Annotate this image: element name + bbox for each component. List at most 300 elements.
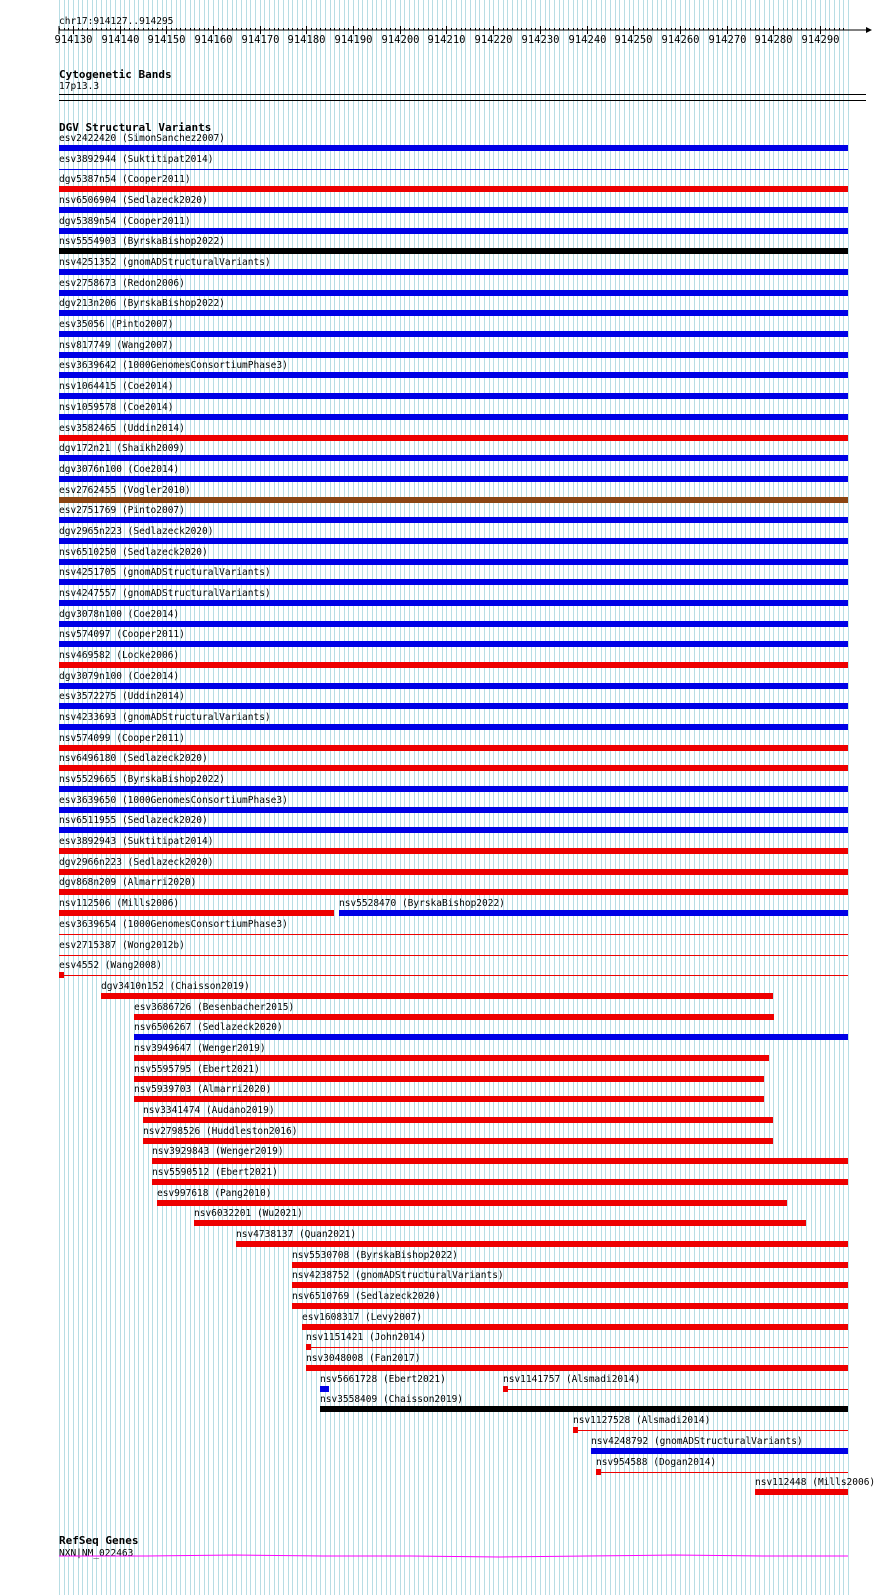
sv-feature-id: nsv4238752 [292, 1270, 350, 1281]
sv-feature-study: (gnomADStructuralVariants) [354, 1270, 504, 1281]
sv-feature-study: (Sedlazeck2020) [127, 857, 214, 868]
sv-feature-id: esv3572275 [59, 691, 117, 702]
sv-feature-label[interactable] [320, 1394, 463, 1405]
sv-feature-label[interactable] [755, 1477, 875, 1488]
sv-feature-label[interactable] [59, 691, 185, 702]
sv-feature-study: (Almarri2020) [196, 1084, 272, 1095]
sv-feature-study: (SimonSanchez2007) [121, 133, 225, 144]
sv-feature-label[interactable] [59, 650, 179, 661]
sv-feature-study: (Sedlazeck2020) [121, 753, 208, 764]
sv-feature-study: (Uddin2014) [121, 691, 185, 702]
sv-feature-label[interactable] [59, 857, 213, 868]
sv-feature-bar[interactable] [157, 1200, 787, 1206]
sv-feature-bar[interactable] [143, 1138, 773, 1144]
sv-feature-id: nsv1127528 [573, 1415, 631, 1426]
sv-feature-study: (Pinto2007) [110, 319, 174, 330]
sv-feature-id: esv4552 [59, 960, 100, 971]
sv-feature-id: nsv5530708 [292, 1250, 350, 1261]
sv-feature-id: esv3892944 [59, 154, 117, 165]
dgv-track-title[interactable]: DGV Structural Variants [59, 121, 212, 134]
sv-feature-bar[interactable] [59, 724, 848, 730]
sv-feature-bar[interactable] [134, 1076, 764, 1082]
sv-feature-study: (Coe2014) [127, 464, 180, 475]
sv-feature-id: nsv5590512 [152, 1167, 210, 1178]
sv-feature-id: nsv817749 [59, 340, 111, 351]
sv-feature-id: nsv5595795 [134, 1064, 192, 1075]
sv-feature-bar[interactable] [59, 827, 848, 833]
sv-feature-study: (Suktitipat2014) [121, 154, 214, 165]
ruler-tick-label: 914180 [287, 34, 326, 46]
sv-feature-study: (ByrskaBishop2022) [121, 774, 225, 785]
sv-feature-label[interactable] [59, 877, 196, 888]
sv-feature-study: (Coe2014) [121, 402, 174, 413]
sv-feature-id: nsv1059578 [59, 402, 117, 413]
sv-feature-label[interactable] [59, 526, 213, 537]
sv-feature-label[interactable] [59, 898, 179, 909]
sv-feature-study: (Pinto2007) [121, 505, 185, 516]
ruler-tick-label: 914290 [801, 34, 840, 46]
sv-feature-id: esv3639650 [59, 795, 117, 806]
sv-feature-label[interactable] [59, 402, 173, 413]
sv-feature-study: (Redon2006) [121, 278, 185, 289]
sv-feature-id: esv1608317 [302, 1312, 360, 1323]
sv-feature-study: (Mills2006) [116, 898, 180, 909]
sv-feature-id: nsv4248792 [591, 1436, 649, 1447]
sv-feature-id: nsv5529665 [59, 774, 117, 785]
sv-feature-block[interactable] [503, 1386, 508, 1392]
sv-feature-bar[interactable] [59, 393, 848, 399]
sv-feature-id: nsv1141757 [503, 1374, 561, 1385]
sv-feature-study: (ByrskaBishop2022) [121, 236, 225, 247]
sv-feature-bar[interactable] [59, 186, 848, 192]
cytoband-separator-bottom [59, 100, 866, 101]
sv-feature-id: nsv6506904 [59, 195, 117, 206]
sv-feature-label[interactable] [152, 1146, 284, 1157]
sv-feature-label[interactable] [59, 216, 191, 227]
sv-feature-bar[interactable] [59, 765, 848, 771]
sv-feature-id: nsv6510250 [59, 547, 117, 558]
sv-feature-study: (Almarri2020) [121, 877, 197, 888]
sv-feature-study: (Wong2012b) [121, 940, 185, 951]
sv-feature-id: esv3582465 [59, 423, 117, 434]
sv-feature-bar[interactable] [59, 145, 848, 151]
sv-feature-bar[interactable] [320, 1386, 329, 1392]
sv-feature-line[interactable] [59, 934, 848, 935]
sv-feature-bar[interactable] [59, 683, 848, 689]
sv-feature-study: (Ebert2021) [196, 1064, 260, 1075]
sv-feature-study: (Quan2021) [298, 1229, 357, 1240]
ruler-tick-label: 914150 [147, 34, 186, 46]
sv-feature-bar[interactable] [143, 1117, 773, 1123]
sv-feature-study: (gnomADStructuralVariants) [121, 257, 271, 268]
sv-feature-label[interactable] [596, 1457, 716, 1468]
sv-feature-label[interactable] [59, 360, 288, 371]
sv-feature-label[interactable] [59, 629, 185, 640]
sv-feature-bar[interactable] [755, 1489, 848, 1495]
sv-feature-study: (Sedlazeck2020) [127, 526, 214, 537]
sv-feature-id: nsv4251352 [59, 257, 117, 268]
sv-feature-bar[interactable] [59, 517, 848, 523]
sv-feature-id: nsv1151421 [306, 1332, 364, 1343]
sv-feature-bar[interactable] [339, 910, 848, 916]
sv-feature-id: dgv5389n54 [59, 216, 117, 227]
sv-feature-label[interactable] [59, 319, 173, 330]
sv-feature-label[interactable] [59, 154, 213, 165]
sv-feature-study: (Chaisson2019) [169, 981, 250, 992]
sv-feature-id: esv2751769 [59, 505, 117, 516]
sv-feature-bar[interactable] [59, 807, 848, 813]
sv-feature-study: (Ebert2021) [214, 1167, 278, 1178]
ruler-tick-label: 914130 [54, 34, 93, 46]
sv-feature-bar[interactable] [59, 352, 848, 358]
sv-feature-study: (Sedlazeck2020) [354, 1291, 441, 1302]
sv-feature-bar[interactable] [292, 1262, 848, 1268]
sv-feature-id: nsv1064415 [59, 381, 117, 392]
sv-feature-study: (1000GenomesConsortiumPhase3) [121, 795, 288, 806]
sv-feature-study: (Ebert2021) [382, 1374, 446, 1385]
sv-feature-bar[interactable] [59, 269, 848, 275]
sv-feature-label[interactable] [143, 1105, 275, 1116]
sv-feature-label[interactable] [59, 960, 162, 971]
sv-feature-label[interactable] [59, 671, 179, 682]
sv-feature-study: (ByrskaBishop2022) [354, 1250, 458, 1261]
sv-feature-label[interactable] [292, 1291, 441, 1302]
sv-feature-study: (1000GenomesConsortiumPhase3) [121, 360, 288, 371]
sv-feature-label[interactable] [59, 278, 185, 289]
sv-feature-label[interactable] [59, 423, 185, 434]
sv-feature-label[interactable] [134, 1043, 266, 1054]
sv-feature-id: nsv6506267 [134, 1022, 192, 1033]
cytoband-label[interactable]: 17p13.3 [59, 81, 100, 92]
sv-feature-study: (Uddin2014) [121, 423, 185, 434]
sv-feature-id: nsv6510769 [292, 1291, 350, 1302]
sv-feature-study: (Audano2019) [205, 1105, 275, 1116]
sv-feature-bar[interactable] [59, 662, 848, 668]
cytoband-separator-top [59, 94, 866, 95]
refseq-gene-label[interactable]: NXN|NM_022463 [59, 1548, 134, 1559]
sv-feature-label[interactable] [320, 1374, 446, 1385]
sv-feature-id: dgv172n21 [59, 443, 111, 454]
sv-feature-line[interactable] [59, 169, 848, 170]
sv-feature-id: dgv3078n100 [59, 609, 122, 620]
sv-feature-id: esv35056 [59, 319, 105, 330]
ruler-tick-label: 914270 [708, 34, 747, 46]
sv-feature-label[interactable] [236, 1229, 356, 1240]
sv-feature-label[interactable] [59, 774, 225, 785]
sv-feature-block[interactable] [596, 1469, 601, 1475]
sv-feature-study: (Cooper2011) [116, 629, 185, 640]
sv-feature-bar[interactable] [134, 1055, 769, 1061]
sv-feature-study: (Besenbacher2015) [196, 1002, 295, 1013]
sv-feature-id: esv2715387 [59, 940, 117, 951]
sv-feature-label[interactable] [306, 1353, 420, 1364]
sv-feature-bar[interactable] [59, 331, 848, 337]
sv-feature-label[interactable] [292, 1270, 504, 1281]
sv-feature-id: nsv5554903 [59, 236, 117, 247]
sv-feature-label[interactable] [59, 298, 225, 309]
sv-feature-bar[interactable] [59, 621, 848, 627]
sv-feature-study: (John2014) [368, 1332, 427, 1343]
sv-feature-bar[interactable] [302, 1324, 848, 1330]
sv-feature-bar[interactable] [59, 538, 848, 544]
sv-feature-label[interactable] [59, 174, 191, 185]
sv-feature-id: nsv3341474 [143, 1105, 201, 1116]
sv-feature-id: dgv2965n223 [59, 526, 122, 537]
sv-feature-line[interactable] [59, 955, 848, 956]
sv-feature-bar[interactable] [306, 1365, 848, 1371]
sv-feature-study: (Coe2014) [127, 609, 180, 620]
sv-feature-id: nsv6496180 [59, 753, 117, 764]
sv-feature-line[interactable] [503, 1389, 848, 1390]
sv-feature-label[interactable] [59, 340, 173, 351]
sv-feature-id: esv3639654 [59, 919, 117, 930]
sv-feature-label[interactable] [134, 1084, 271, 1095]
sv-feature-block[interactable] [306, 1344, 311, 1350]
sv-feature-study: (Sedlazeck2020) [121, 547, 208, 558]
sv-feature-bar[interactable] [59, 600, 848, 606]
sv-feature-bar[interactable] [320, 1406, 848, 1412]
sv-feature-study: (Locke2006) [116, 650, 180, 661]
coordinate-ruler[interactable] [0, 22, 890, 72]
sv-feature-bar[interactable] [59, 207, 848, 213]
sv-feature-bar[interactable] [59, 228, 848, 234]
sv-feature-label[interactable] [101, 981, 250, 992]
sv-feature-label[interactable] [59, 919, 288, 930]
sv-feature-label[interactable] [59, 505, 185, 516]
sv-feature-bar[interactable] [59, 455, 848, 461]
sv-feature-study: (ByrskaBishop2022) [121, 298, 225, 309]
sv-feature-label[interactable] [503, 1374, 640, 1385]
sv-feature-label[interactable] [59, 236, 225, 247]
sv-feature-label[interactable] [59, 257, 271, 268]
ruler-tick-label: 914200 [381, 34, 420, 46]
sv-feature-label[interactable] [292, 1250, 458, 1261]
sv-feature-study: (Cooper2011) [121, 216, 191, 227]
sv-feature-bar[interactable] [59, 372, 848, 378]
sv-feature-label[interactable] [59, 567, 271, 578]
sv-feature-study: (Levy2007) [364, 1312, 423, 1323]
sv-feature-id: esv3892943 [59, 836, 117, 847]
sv-feature-line[interactable] [573, 1430, 848, 1431]
sv-feature-id: dgv868n209 [59, 877, 117, 888]
ruler-arrow-right-icon [866, 27, 872, 33]
ruler-tick-label: 914260 [661, 34, 700, 46]
sv-feature-study: (Cooper2011) [121, 174, 191, 185]
sv-feature-id: nsv3949647 [134, 1043, 192, 1054]
sv-feature-id: esv2762455 [59, 485, 117, 496]
sv-feature-study: (ByrskaBishop2022) [401, 898, 505, 909]
sv-feature-bar[interactable] [59, 559, 848, 565]
sv-feature-id: esv3639642 [59, 360, 117, 371]
sv-feature-id: dgv3076n100 [59, 464, 122, 475]
ruler-tick-label: 914240 [568, 34, 607, 46]
sv-feature-label[interactable] [157, 1188, 271, 1199]
sv-feature-study: (Shaikh2009) [116, 443, 185, 454]
sv-feature-study: (Sedlazeck2020) [196, 1022, 283, 1033]
sv-feature-study: (Sedlazeck2020) [121, 195, 208, 206]
sv-feature-study: (Cooper2011) [116, 733, 185, 744]
sv-feature-study: (Wenger2019) [196, 1043, 266, 1054]
sv-feature-study: (gnomADStructuralVariants) [653, 1436, 803, 1447]
sv-feature-label[interactable] [59, 588, 271, 599]
sv-feature-bar[interactable] [194, 1220, 806, 1226]
sv-feature-line[interactable] [306, 1347, 848, 1348]
region-label: chr17:914127..914295 [59, 16, 174, 27]
sv-feature-id: nsv954588 [596, 1457, 648, 1468]
sv-feature-study: (Dogan2014) [653, 1457, 717, 1468]
sv-feature-label[interactable] [59, 547, 208, 558]
sv-feature-label[interactable] [59, 712, 271, 723]
sv-feature-bar[interactable] [59, 310, 848, 316]
sv-feature-bar[interactable] [59, 248, 848, 254]
sv-feature-bar[interactable] [152, 1158, 848, 1164]
sv-feature-bar[interactable] [59, 290, 848, 296]
sv-feature-id: nsv4251705 [59, 567, 117, 578]
sv-feature-id: nsv3048008 [306, 1353, 364, 1364]
sv-feature-study: (Coe2014) [121, 381, 174, 392]
ruler-tick-label: 914190 [334, 34, 373, 46]
sv-feature-bar[interactable] [59, 869, 848, 875]
sv-feature-study: (Alsmadi2014) [635, 1415, 711, 1426]
sv-feature-bar[interactable] [59, 476, 848, 482]
sv-feature-bar[interactable] [134, 1096, 764, 1102]
sv-feature-label[interactable] [134, 1064, 260, 1075]
cytoband-track-title[interactable]: Cytogenetic Bands [59, 68, 172, 81]
sv-feature-label[interactable] [302, 1312, 422, 1323]
sv-feature-id: nsv4233693 [59, 712, 117, 723]
sv-feature-study: (Coe2014) [127, 671, 180, 682]
sv-feature-block[interactable] [573, 1427, 578, 1433]
sv-feature-label[interactable] [339, 898, 505, 909]
sv-feature-bar[interactable] [59, 435, 848, 441]
sv-feature-study: (Pang2010) [214, 1188, 272, 1199]
sv-feature-label[interactable] [59, 753, 208, 764]
sv-feature-bar[interactable] [59, 889, 848, 895]
sv-feature-id: nsv4738137 [236, 1229, 294, 1240]
sv-feature-id: esv2422420 [59, 133, 117, 144]
sv-feature-bar[interactable] [59, 497, 848, 503]
sv-feature-label[interactable] [143, 1126, 297, 1137]
sv-feature-label[interactable] [59, 464, 179, 475]
sv-feature-line[interactable] [596, 1472, 848, 1473]
ruler-tick-label: 914250 [614, 34, 653, 46]
sv-feature-id: nsv574097 [59, 629, 111, 640]
sv-feature-label[interactable] [591, 1436, 803, 1447]
sv-feature-study: (Fan2017) [368, 1353, 421, 1364]
sv-feature-label[interactable] [59, 733, 185, 744]
sv-feature-id: dgv213n206 [59, 298, 117, 309]
sv-feature-id: nsv112448 [755, 1477, 807, 1488]
sv-feature-id: nsv3929843 [152, 1146, 210, 1157]
ruler-tick-label: 914220 [474, 34, 513, 46]
sv-feature-study: (Wu2021) [256, 1208, 303, 1219]
sv-feature-bar[interactable] [152, 1179, 848, 1185]
sv-feature-label[interactable] [59, 381, 173, 392]
ruler-tick-label: 914160 [194, 34, 233, 46]
sv-feature-block[interactable] [59, 972, 64, 978]
refseq-gene-line[interactable] [0, 1553, 890, 1565]
sv-feature-bar[interactable] [591, 1448, 848, 1454]
sv-feature-study: (Wenger2019) [214, 1146, 284, 1157]
sv-feature-bar[interactable] [59, 745, 848, 751]
sv-feature-study: (Sedlazeck2020) [121, 815, 208, 826]
sv-feature-bar[interactable] [59, 786, 848, 792]
sv-feature-label[interactable] [59, 795, 288, 806]
ruler-tick-label: 914280 [754, 34, 793, 46]
sv-feature-bar[interactable] [59, 703, 848, 709]
sv-feature-label[interactable] [134, 1002, 294, 1013]
sv-feature-study: (Alsmadi2014) [565, 1374, 641, 1385]
sv-feature-bar[interactable] [59, 848, 848, 854]
sv-feature-label[interactable] [59, 815, 208, 826]
sv-feature-label[interactable] [59, 609, 179, 620]
sv-feature-label[interactable] [59, 836, 213, 847]
ruler-tick-label: 914230 [521, 34, 560, 46]
sv-feature-bar[interactable] [236, 1241, 848, 1247]
sv-feature-bar[interactable] [59, 414, 848, 420]
sv-feature-id: nsv469582 [59, 650, 111, 661]
sv-feature-label[interactable] [59, 195, 208, 206]
sv-feature-study: (gnomADStructuralVariants) [121, 712, 271, 723]
sv-feature-id: dgv3079n100 [59, 671, 122, 682]
sv-feature-label[interactable] [573, 1415, 710, 1426]
sv-feature-label[interactable] [152, 1167, 278, 1178]
sv-feature-id: nsv5939703 [134, 1084, 192, 1095]
sv-feature-study: (gnomADStructuralVariants) [121, 588, 271, 599]
sv-feature-label[interactable] [194, 1208, 303, 1219]
sv-feature-id: nsv4247557 [59, 588, 117, 599]
sv-feature-id: dgv3410n152 [101, 981, 164, 992]
sv-feature-bar[interactable] [134, 1014, 774, 1020]
sv-feature-bar[interactable] [134, 1034, 848, 1040]
sv-feature-study: (Vogler2010) [121, 485, 191, 496]
sv-feature-id: nsv6511955 [59, 815, 117, 826]
sv-feature-bar[interactable] [292, 1303, 848, 1309]
sv-feature-id: dgv2966n223 [59, 857, 122, 868]
sv-feature-line[interactable] [59, 975, 848, 976]
ruler-tick-label: 914210 [427, 34, 466, 46]
sv-feature-study: (gnomADStructuralVariants) [121, 567, 271, 578]
sv-feature-label[interactable] [59, 940, 185, 951]
sv-feature-id: nsv112506 [59, 898, 111, 909]
sv-feature-bar[interactable] [59, 910, 334, 916]
sv-feature-id: nsv3558409 [320, 1394, 378, 1405]
ruler-tick-label: 914140 [101, 34, 140, 46]
sv-feature-label[interactable] [59, 485, 191, 496]
sv-feature-id: nsv5661728 [320, 1374, 378, 1385]
sv-feature-bar[interactable] [59, 579, 848, 585]
ruler-tick-label: 914170 [241, 34, 280, 46]
sv-feature-bar[interactable] [59, 641, 848, 647]
sv-feature-id: dgv5387n54 [59, 174, 117, 185]
sv-feature-label[interactable] [59, 443, 185, 454]
sv-feature-label[interactable] [306, 1332, 426, 1343]
sv-feature-label[interactable] [59, 133, 225, 144]
sv-feature-id: esv997618 [157, 1188, 209, 1199]
sv-feature-bar[interactable] [101, 993, 773, 999]
sv-feature-study: (Wang2008) [104, 960, 162, 971]
sv-feature-id: nsv574099 [59, 733, 111, 744]
refseq-track-title[interactable]: RefSeq Genes [59, 1534, 139, 1547]
sv-feature-id: esv3686726 [134, 1002, 192, 1013]
sv-feature-study: (Suktitipat2014) [121, 836, 214, 847]
sv-feature-bar[interactable] [292, 1282, 848, 1288]
sv-feature-label[interactable] [134, 1022, 283, 1033]
sv-feature-study: (Huddleston2016) [205, 1126, 298, 1137]
sv-feature-study: (Wang2007) [116, 340, 174, 351]
sv-feature-id: esv2758673 [59, 278, 117, 289]
sv-feature-id: nsv5528470 [339, 898, 397, 909]
